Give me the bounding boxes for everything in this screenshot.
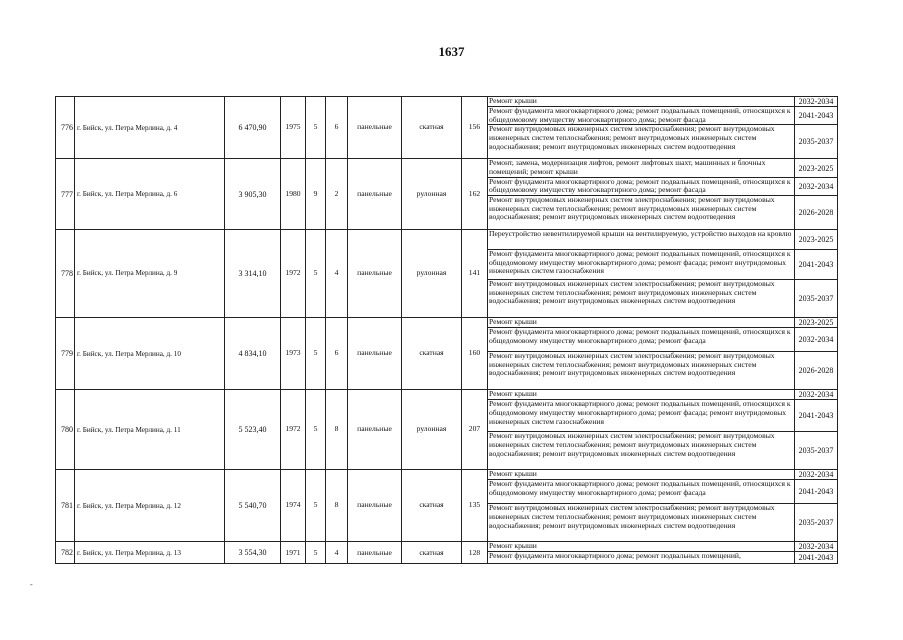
repair-period: 2032-2034 <box>795 97 838 107</box>
build-year: 1974 <box>281 470 306 542</box>
repair-work: Ремонт фундамента многоквартирного дома; ремонт подвальных помещений, относящихся к общедомовому имуществу многоквартирного дома; ремонт фасада <box>488 480 795 504</box>
total-area: 3 314,10 <box>225 230 281 318</box>
residents-count: 128 <box>462 542 488 564</box>
total-area: 5 523,40 <box>225 390 281 470</box>
table-row <box>56 542 838 552</box>
floors-count: 5 <box>306 230 326 318</box>
total-area: 5 540,70 <box>225 470 281 542</box>
residents-count: 160 <box>462 318 488 390</box>
total-area: 4 834,10 <box>225 318 281 390</box>
repair-work: Ремонт крыши <box>488 318 795 328</box>
house-address: г. Бийск, ул. Петра Мерлина, д. 9 <box>75 230 225 318</box>
repair-work: Переустройство невентилируемой крыши на вентилируемую, устройство выходов на кровлю <box>488 230 795 250</box>
repair-work: Ремонт фундамента многоквартирного дома; ремонт подвальных помещений, относящихся к общедомовому имуществу многоквартирного дома; ремонт фасада; ремонт внутридомовых инженерных систем газоснабжения <box>488 250 795 280</box>
table-row <box>56 390 838 400</box>
floors-count: 5 <box>306 542 326 564</box>
page-number: 1637 <box>438 44 465 59</box>
table-row <box>56 230 838 250</box>
repair-work: Ремонт фундамента многоквартирного дома; ремонт подвальных помещений, относящихся к общедомовому имуществу многоквартирного дома; ремонт фасада <box>488 328 795 352</box>
house-address: г. Бийск, ул. Петра Мерлина, д. 12 <box>75 470 225 542</box>
house-number: 781 <box>56 470 75 542</box>
housing-repair-table <box>55 96 838 564</box>
floors-count: 5 <box>306 97 326 159</box>
repair-work: Ремонт крыши <box>488 542 795 552</box>
repair-period: 2035-2037 <box>795 125 838 159</box>
repair-period: 2032-2034 <box>795 542 838 552</box>
house-number: 779 <box>56 318 75 390</box>
residents-count: 141 <box>462 230 488 318</box>
repair-work: Ремонт внутридомовых инженерных систем электроснабжения; ремонт внутридомовых инженерных систем теплоснабжения; ремонт внутридомовых инженерных систем водоснабжения; ремонт внутридомовых инженерных систем водоотведения <box>488 352 795 390</box>
house-number: 782 <box>56 542 75 564</box>
repair-work: Ремонт внутридомовых инженерных систем электроснабжения; ремонт внутридомовых инженерных систем теплоснабжения; ремонт внутридомовых инженерных систем водоснабжения; ремонт внутридомовых инженерных систем водоотведения <box>488 280 795 318</box>
repair-period: 2041-2043 <box>795 552 838 564</box>
house-address: г. Бийск, ул. Петра Мерлина, д. 11 <box>75 390 225 470</box>
wall-material: панельные <box>348 318 402 390</box>
repair-period: 2041-2043 <box>795 250 838 280</box>
house-number: 776 <box>56 97 75 159</box>
house-number: 780 <box>56 390 75 470</box>
repair-work: Ремонт внутридомовых инженерных систем электроснабжения; ремонт внутридомовых инженерных систем теплоснабжения; ремонт внутридомовых инженерных систем водоснабжения; ремонт внутридомовых инженерных систем водоотведения <box>488 196 795 230</box>
floors-count: 5 <box>306 470 326 542</box>
repair-work: Ремонт крыши <box>488 470 795 480</box>
floors-count: 9 <box>306 159 326 230</box>
repair-work: Ремонт фундамента многоквартирного дома; ремонт подвальных помещений, относящихся к общедомовому имуществу многоквартирного дома; ремонт фасада <box>488 107 795 125</box>
roof-type: рулонная <box>402 159 462 230</box>
repair-period: 2035-2037 <box>795 432 838 470</box>
repair-work: Ремонт внутридомовых инженерных систем электроснабжения; ремонт внутридомовых инженерных систем теплоснабжения; ремонт внутридомовых инженерных систем водоснабжения; ремонт внутридомовых инженерных систем водоотведения <box>488 125 795 159</box>
repair-work: Ремонт крыши <box>488 390 795 400</box>
roof-type: скатная <box>402 542 462 564</box>
repair-work: Ремонт фундамента многоквартирного дома; ремонт подвальных помещений, относящихся к общедомовому имуществу многоквартирного дома; ремонт фасада; ремонт внутридомовых инженерных систем газоснабжения <box>488 400 795 432</box>
house-address: г. Бийск, ул. Петра Мерлина, д. 13 <box>75 542 225 564</box>
repair-period: 2032-2034 <box>795 390 838 400</box>
repair-period: 2032-2034 <box>795 470 838 480</box>
total-area: 3 554,30 <box>225 542 281 564</box>
house-address: г. Бийск, ул. Петра Мерлина, д. 10 <box>75 318 225 390</box>
build-year: 1972 <box>281 390 306 470</box>
repair-period: 2041-2043 <box>795 400 838 432</box>
house-number: 778 <box>56 230 75 318</box>
repair-period: 2032-2034 <box>795 177 838 195</box>
wall-material: панельные <box>348 542 402 564</box>
entrances-count: 6 <box>326 318 348 390</box>
repair-period: 2041-2043 <box>795 480 838 504</box>
build-year: 1975 <box>281 97 306 159</box>
repair-work: Ремонт внутридомовых инженерных систем электроснабжения; ремонт внутридомовых инженерных систем теплоснабжения; ремонт внутридомовых инженерных систем водоснабжения; ремонт внутридомовых инженерных систем водоотведения <box>488 432 795 470</box>
repair-work: Ремонт внутридомовых инженерных систем электроснабжения; ремонт внутридомовых инженерных систем теплоснабжения; ремонт внутридомовых инженерных систем водоснабжения; ремонт внутридомовых инженерных систем водоотведения <box>488 504 795 542</box>
repair-period: 2023-2025 <box>795 230 838 250</box>
repair-work: Ремонт, замена, модернизация лифтов, ремонт лифтовых шахт, машинных и блочных помещений; ремонт крыши <box>488 159 795 177</box>
entrances-count: 8 <box>326 390 348 470</box>
repair-work: Ремонт крыши <box>488 97 795 107</box>
entrances-count: 8 <box>326 470 348 542</box>
repair-period: 2032-2034 <box>795 328 838 352</box>
house-address: г. Бийск, ул. Петра Мерлина, д. 4 <box>75 97 225 159</box>
entrances-count: 4 <box>326 542 348 564</box>
build-year: 1980 <box>281 159 306 230</box>
table-row <box>56 318 838 328</box>
wall-material: панельные <box>348 230 402 318</box>
build-year: 1973 <box>281 318 306 390</box>
house-number: 777 <box>56 159 75 230</box>
roof-type: скатная <box>402 97 462 159</box>
repair-period: 2035-2037 <box>795 280 838 318</box>
wall-material: панельные <box>348 390 402 470</box>
roof-type: рулонная <box>402 230 462 318</box>
roof-type: рулонная <box>402 390 462 470</box>
repair-period: 2041-2043 <box>795 107 838 125</box>
corner-mark: - <box>30 580 33 589</box>
wall-material: панельные <box>348 159 402 230</box>
residents-count: 207 <box>462 390 488 470</box>
repair-work: Ремонт фундамента многоквартирного дома; ремонт подвальных помещений, <box>488 552 795 564</box>
entrances-count: 6 <box>326 97 348 159</box>
repair-period: 2026-2028 <box>795 352 838 390</box>
build-year: 1971 <box>281 542 306 564</box>
roof-type: скатная <box>402 318 462 390</box>
residents-count: 162 <box>462 159 488 230</box>
floors-count: 5 <box>306 390 326 470</box>
repair-work: Ремонт фундамента многоквартирного дома; ремонт подвальных помещений, относящихся к общедомовому имуществу многоквартирного дома; ремонт фасада <box>488 177 795 195</box>
table-row <box>56 97 838 107</box>
table-row <box>56 159 838 177</box>
wall-material: панельные <box>348 97 402 159</box>
residents-count: 135 <box>462 470 488 542</box>
floors-count: 5 <box>306 318 326 390</box>
wall-material: панельные <box>348 470 402 542</box>
entrances-count: 2 <box>326 159 348 230</box>
residents-count: 156 <box>462 97 488 159</box>
repair-period: 2035-2037 <box>795 504 838 542</box>
total-area: 3 905,30 <box>225 159 281 230</box>
entrances-count: 4 <box>326 230 348 318</box>
build-year: 1972 <box>281 230 306 318</box>
house-address: г. Бийск, ул. Петра Мерлина, д. 6 <box>75 159 225 230</box>
total-area: 6 470,90 <box>225 97 281 159</box>
repair-period: 2023-2025 <box>795 318 838 328</box>
repair-period: 2023-2025 <box>795 159 838 177</box>
roof-type: скатная <box>402 470 462 542</box>
table-row <box>56 470 838 480</box>
repair-period: 2026-2028 <box>795 196 838 230</box>
